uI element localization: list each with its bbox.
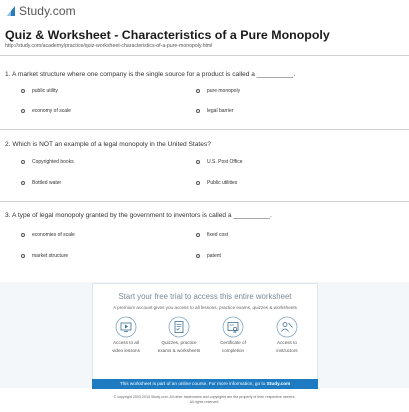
option-label: economy of scale: [32, 108, 71, 114]
option-label: legal barrier: [207, 108, 234, 114]
question-1: 1. A market structure where one company is the single source for a product is called a __________.: [5, 71, 296, 78]
radio-icon[interactable]: [21, 233, 25, 237]
question-3-option-a[interactable]: [21, 232, 75, 238]
option-label: U.S. Post Office: [207, 159, 243, 165]
option-label: Copyrighted books: [32, 159, 74, 165]
promo-heading: Start your free trial to access this entire worksheet: [118, 292, 292, 301]
logo-text: Study.com: [19, 3, 76, 18]
question-1-option-c[interactable]: [21, 108, 71, 114]
radio-icon[interactable]: [21, 109, 25, 113]
question-1-option-b[interactable]: [196, 88, 240, 94]
question-3-option-d[interactable]: [196, 253, 221, 259]
radio-icon[interactable]: [196, 181, 200, 185]
question-2-option-a[interactable]: [21, 159, 74, 165]
study-logo-icon: [5, 5, 17, 17]
radio-icon[interactable]: [21, 181, 25, 185]
worksheet-url: http://study.com/academy/practice/quiz-worksheet-characteristics-of-a-pure-monopoly.html: [5, 43, 213, 49]
question-2: 2. Which is NOT an example of a legal monopoly in the United States?: [5, 141, 211, 148]
promo-subheading: A premium account gives you access to all lessons, practice exams, quizzes & worksheets: [113, 305, 297, 310]
option-label: Bottled water: [32, 180, 62, 186]
question-2-option-c[interactable]: [21, 180, 61, 186]
banner-text: This worksheet is part of an online course. For more information, go to: [119, 381, 267, 386]
option-label: fixed cost: [207, 232, 229, 238]
option-label: pure monopoly: [207, 88, 241, 94]
option-label: economies of scale: [32, 232, 75, 238]
rights-notice: All rights reserved.: [189, 400, 220, 404]
question-divider: [0, 129, 409, 130]
option-label: patent: [207, 253, 221, 259]
question-divider: [0, 201, 409, 202]
feature-label: Certificate of: [220, 340, 246, 345]
video-lesson-icon: [115, 316, 137, 338]
radio-icon[interactable]: [21, 89, 25, 93]
radio-icon[interactable]: [196, 109, 200, 113]
course-banner[interactable]: [92, 379, 318, 389]
feature-label: video lessons: [112, 348, 140, 353]
feature-label: Access to: [277, 340, 297, 345]
radio-icon[interactable]: [196, 89, 200, 93]
option-label: Public utilities: [207, 180, 238, 186]
radio-icon[interactable]: [196, 254, 200, 258]
question-1-option-d[interactable]: [196, 108, 233, 114]
free-trial-panel[interactable]: [92, 283, 318, 387]
feature-certificate: [211, 316, 255, 354]
study-logo[interactable]: [5, 3, 76, 18]
worksheet-title: Quiz & Worksheet - Characteristics of a Pure Monopoly: [5, 28, 330, 42]
question-2-option-b[interactable]: [196, 159, 242, 165]
instructor-icon: [276, 316, 298, 338]
header-divider: [0, 55, 409, 56]
feature-quizzes: [157, 316, 201, 354]
radio-icon[interactable]: [196, 160, 200, 164]
certificate-icon: [222, 316, 244, 338]
feature-label: completion: [221, 348, 245, 353]
option-label: market structure: [32, 253, 69, 259]
radio-icon[interactable]: [21, 254, 25, 258]
question-3-option-b[interactable]: [196, 232, 228, 238]
copyright-notice: © copyright 2003-2015 Study.com. All other trademarks and copyrights are the property of their respective owners.: [113, 395, 296, 399]
question-3: 3. A type of legal monopoly granted by the government to inventors is called a __________.: [5, 212, 272, 219]
question-3-option-c[interactable]: [21, 253, 68, 259]
option-label: public utility: [32, 88, 58, 94]
feature-label: instructors: [276, 348, 298, 353]
question-1-option-a[interactable]: [21, 88, 58, 94]
radio-icon[interactable]: [21, 160, 25, 164]
feature-label: Access to all: [113, 340, 139, 345]
radio-icon[interactable]: [196, 233, 200, 237]
feature-instructors: [265, 316, 309, 354]
quiz-worksheet-icon: [168, 316, 190, 338]
banner-link[interactable]: Study.com: [266, 381, 291, 386]
feature-label: exams & worksheets: [157, 348, 201, 353]
feature-label: Quizzes, practice: [161, 340, 197, 345]
question-2-option-d[interactable]: [196, 180, 237, 186]
feature-video-lessons: [104, 316, 148, 354]
